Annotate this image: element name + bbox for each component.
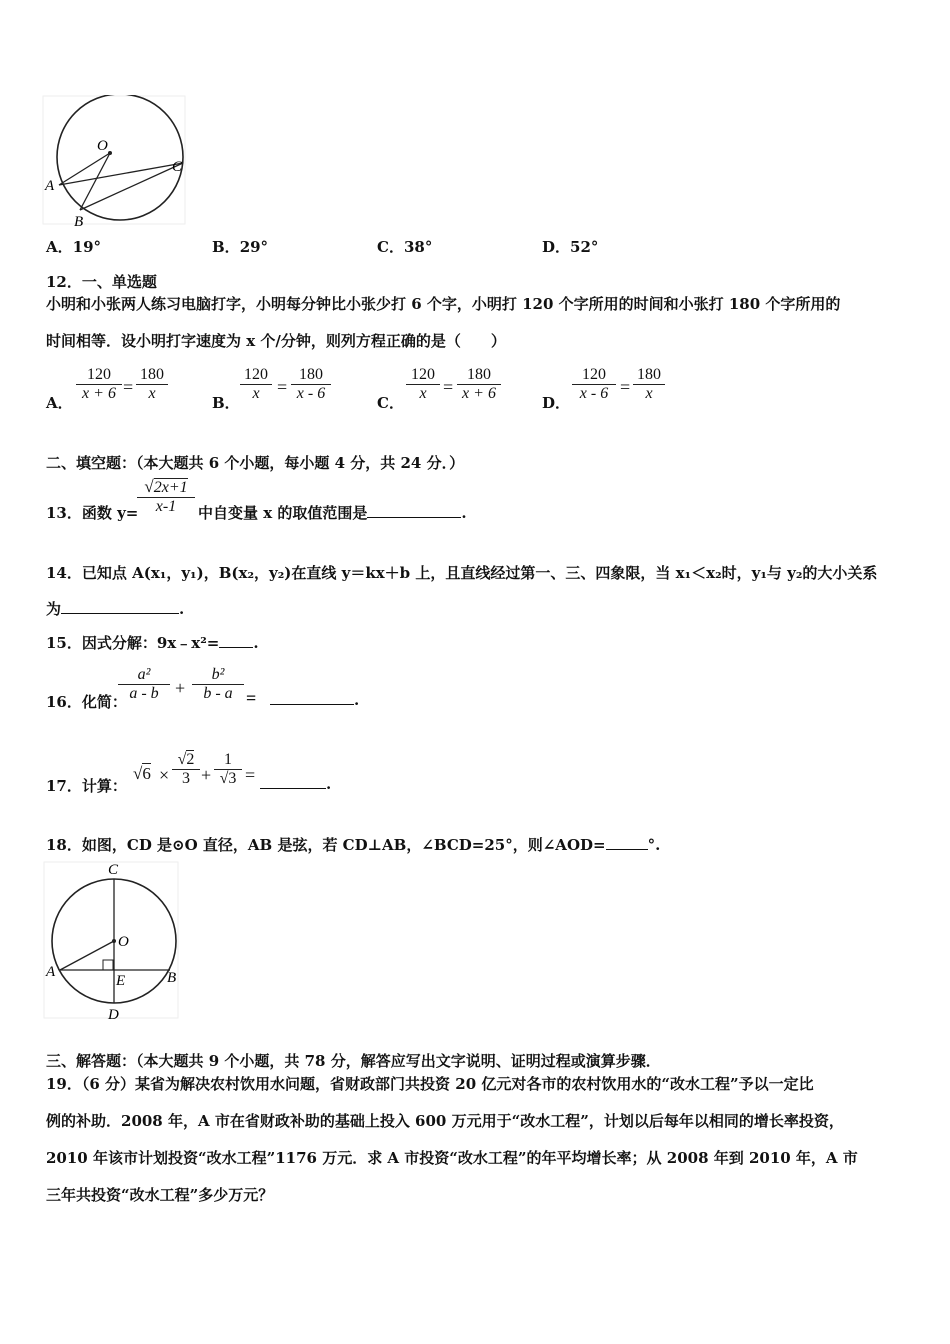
q11-circle-figure	[42, 95, 192, 230]
q14-line2: 为 .	[46, 600, 185, 618]
q11-option-b: B．29°	[212, 238, 269, 256]
q12-stem: 小明和小张两人练习电脑打字，小明每分钟比小张少打 6 个字，小明打 120 个字所用的时间和小张打 180 个字所用的 时间相等．设小明打字速度为 x 个/分钟，则列方程正确的是（ ）	[46, 295, 841, 350]
q11-option-d: D．52°	[542, 238, 599, 256]
q11-label-c: C	[172, 159, 183, 175]
q14-line1: 14．已知点 A(x₁，y₁)，B(x₂，y₂)在直线 y＝kx＋b 上，且直线经过第一、三、四象限，当 x₁＜x₂时，y₁与 y₂的大小关系	[46, 564, 878, 582]
q18-label-a: A	[46, 964, 56, 980]
q11-label-o: O	[97, 138, 108, 154]
q18-text: 18．如图，CD 是⊙O 直径，AB 是弦，若 CD⊥AB，∠BCD=25°，则∠AOD= °.	[46, 836, 661, 854]
q11-option-c: C．38°	[377, 238, 433, 256]
q12-heading: 12．一、单选题	[46, 273, 157, 291]
q18-label-b: B	[167, 970, 177, 986]
q18-label-e: E	[116, 973, 126, 989]
q18-label-d: D	[108, 1007, 119, 1023]
section-3-title: 三、解答题：（本大题共 9 个小题，共 78 分，解答应写出文字说明、证明过程或演算步骤．	[46, 1052, 661, 1070]
q18-circle-figure	[40, 856, 190, 1024]
q11-option-a: A．19°	[46, 238, 102, 256]
q18-label-o: O	[118, 934, 129, 950]
q18-label-c: C	[108, 862, 119, 878]
section-2-title: 二、填空题：（本大题共 6 个小题，每小题 4 分，共 24 分．）	[46, 454, 465, 472]
q11-label-a: A	[45, 178, 55, 194]
q19-text: 19．（6 分）某省为解决农村饮用水问题，省财政部门共投资 20 亿元对各市的农村饮用水的“改水工程”予以一定比 例的补助．2008 年，A 市在省财政补助的基础上投入 600 万元用于“改水工程”，计划以后每年以相同的增长率投资， 2010 年该市计划投资“改水工程”1176 万元．求 A 市投资“改水工程”的年平均增长率；从 2008 年到 2010 年，A 市 三年共投资“改水工程”多少万元？	[46, 1075, 858, 1204]
q15: 15．因式分解：9x﹣x²= .	[46, 634, 259, 652]
q11-label-b: B	[74, 214, 84, 230]
